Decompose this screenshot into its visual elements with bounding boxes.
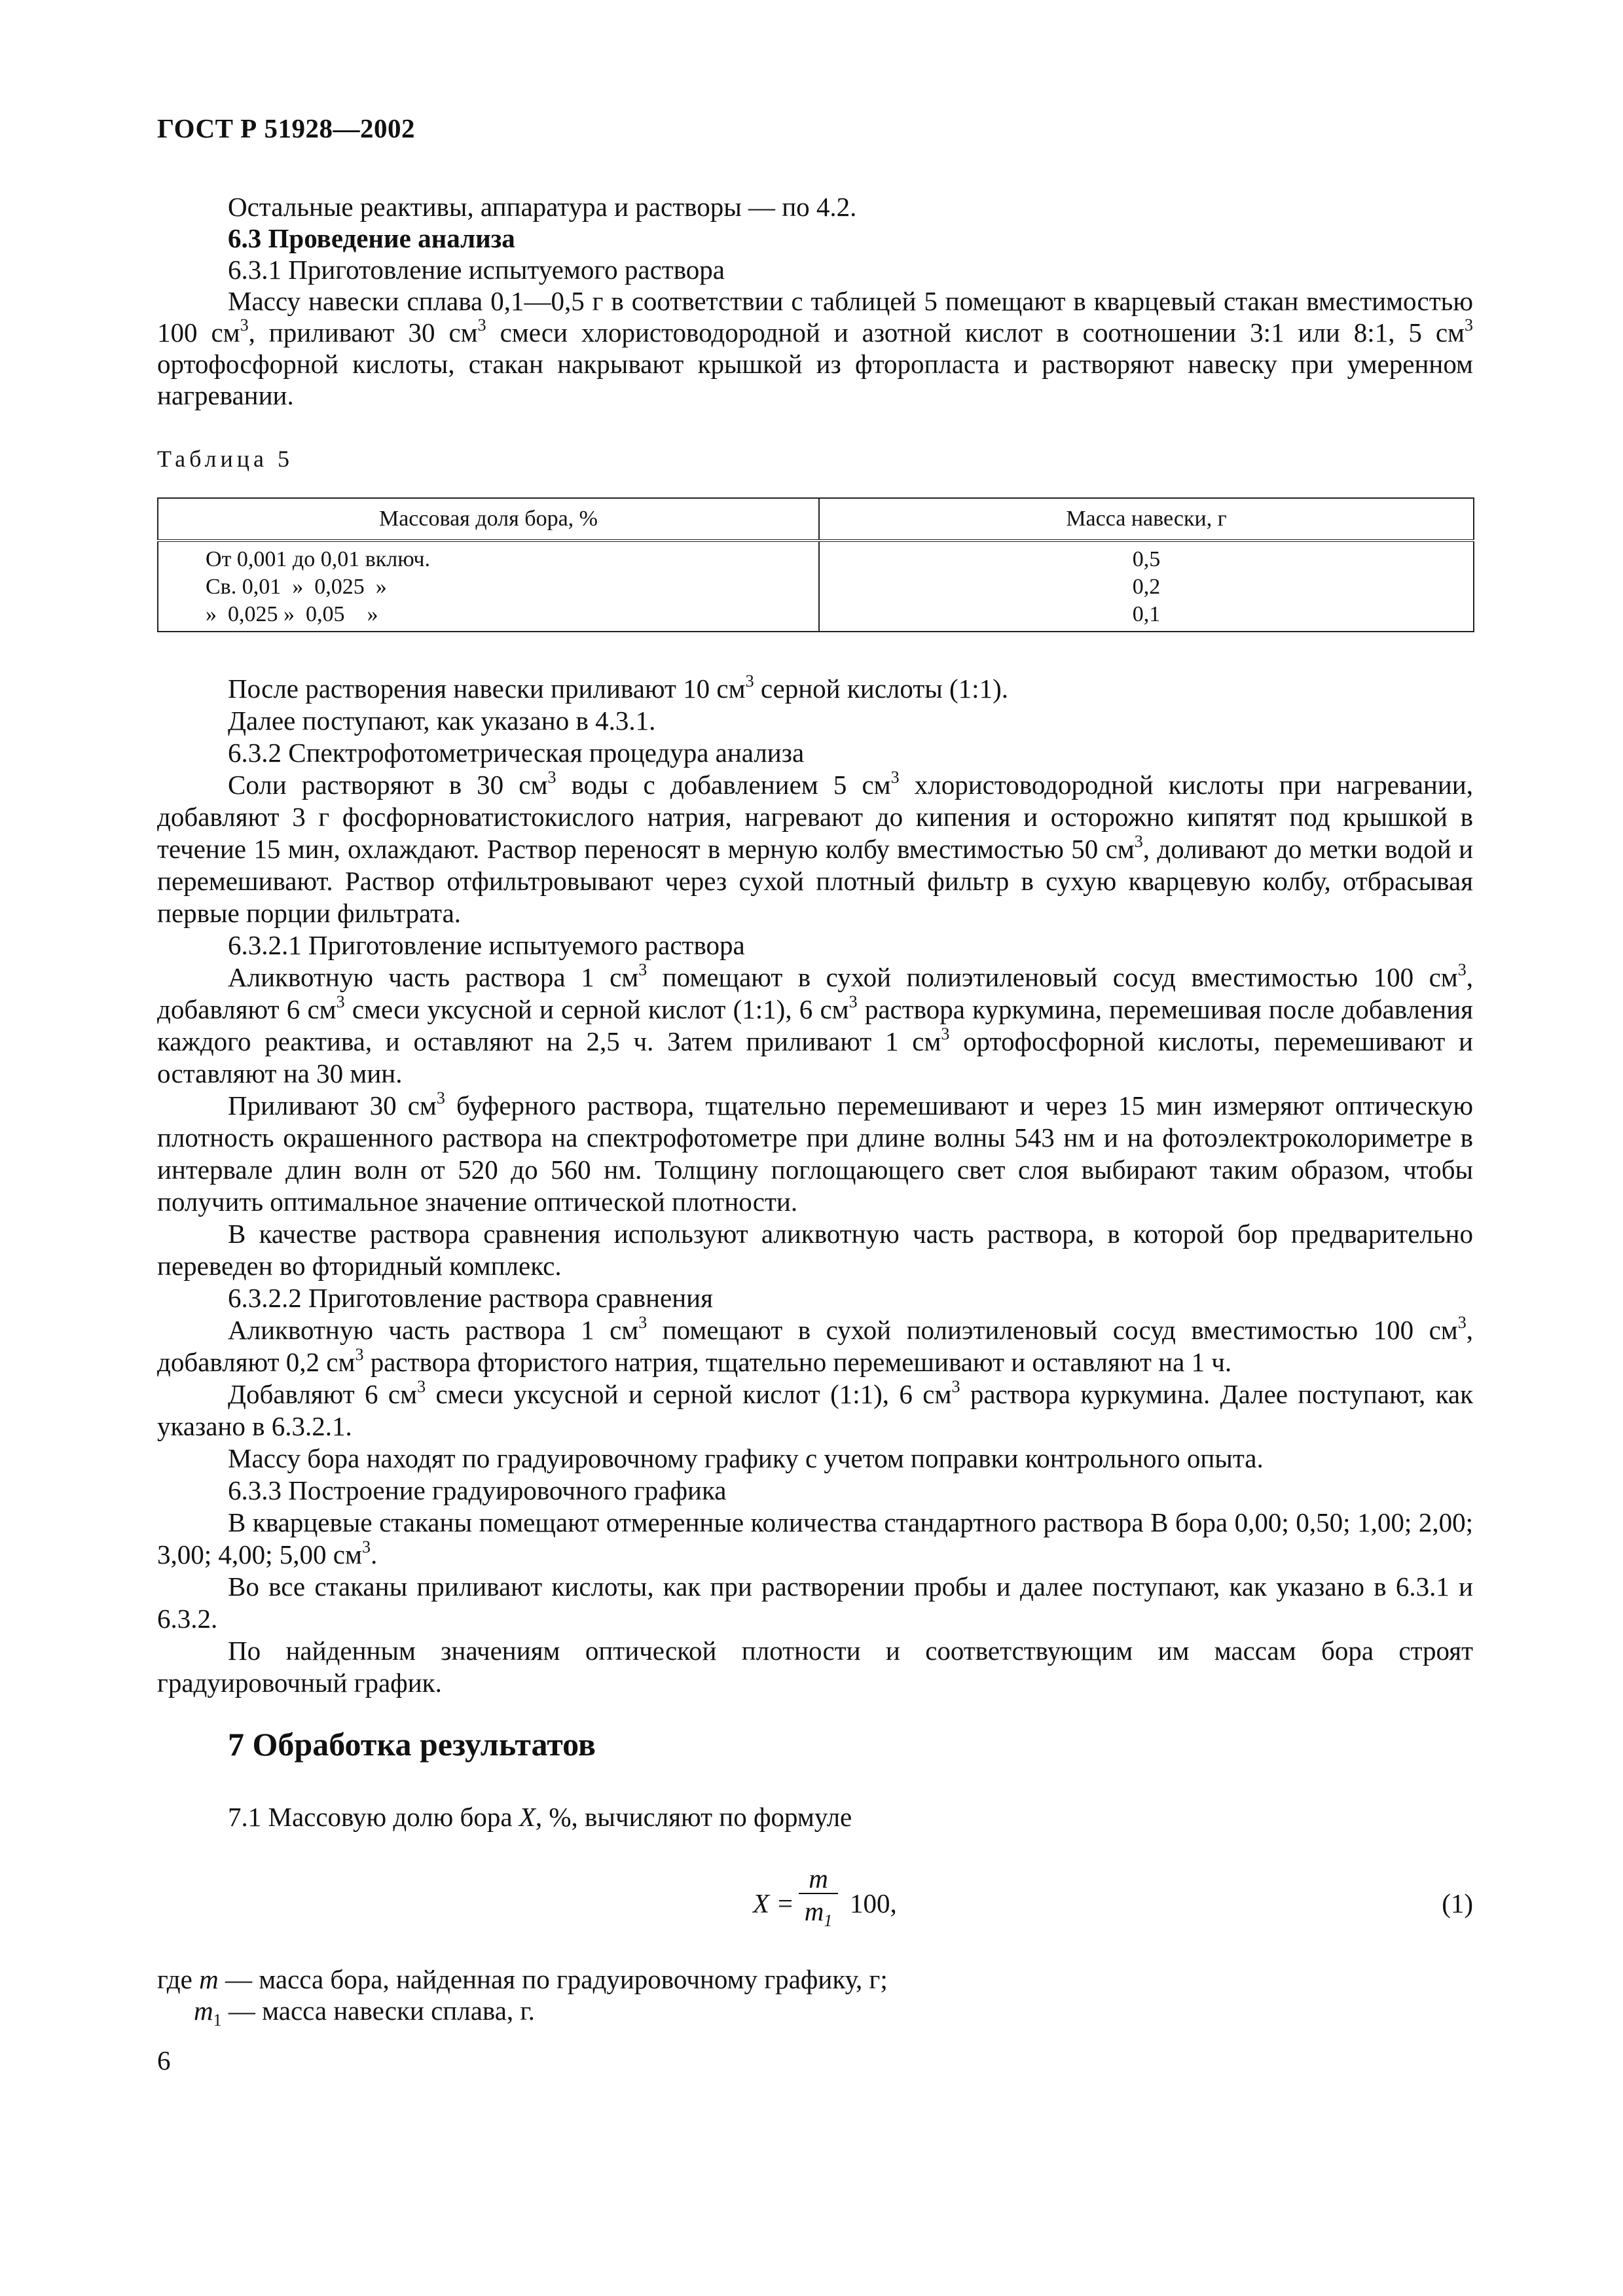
legend-line-m1: $m_1$ — масса навески сплава, г. (194, 1996, 535, 2030)
paragraph: Аликвотную часть раствора 1 $см^3$ помещают в сухой полиэтиленовый сосуд вместимостью 100 $см^3$, добавляют 0,2 $см^3$ раствора фтористого натрия, тщательно перемешивают и оставляют на 1 ч. (157, 1313, 1474, 1377)
paragraph: В качестве раствора сравнения используют аликвотную часть раствора, в которой бор предварительно переведен во фторидный комплекс. (157, 1219, 1473, 1281)
formula-legend (157, 1964, 1473, 2030)
formula-rest: 100, (850, 1888, 897, 1918)
formula-fraction (799, 1863, 838, 1931)
paragraph: Приливают 30 $см^3$ буферного раствора, тщательно перемешивают и через 15 мин измеряют оптическую плотность окрашенного раствора на спектрофотометре при длине волны 543 нм и на фотоэлектроколориметре в интервале длин волн от 520 до 560 нм. Толщину поглощающего свет слоя выбирают таким образом, чтобы получить оптимальное значение оптической плотности. (157, 1088, 1474, 1217)
paragraph: Соли растворяют в 30 $см^3$ воды с добавлением 5 $см^3$ хлористоводородной кислоты при нагревании, добавляют 3 г фосфорноватистокислого натрия, нагревают до кипения и осторожно кипятят под крышкой в течение 15 мин, охлаждают. Раствор переносят в мерную колбу вместимостью 50 $см^3$, доливают до метки водой и перемешивают. Раствор отфильтровывают через сухой плотный фильтр в сухую кварцевую колбу, отбрасывая первые порции фильтрата. (157, 768, 1474, 928)
table-cell: 0,5 (819, 541, 1474, 573)
table-cell: » 0,025 » 0,05 » (158, 601, 819, 632)
table-cell: 0,2 (819, 573, 1474, 601)
table-cell: Св. 0,01 » 0,025 » (158, 573, 819, 601)
formula-1 (753, 1857, 1473, 1943)
sample-dissolution-paragraph: Массу навески сплава 0,1—0,5 г в соответствии с таблицей 5 помещают в кварцевый стакан вместимостью 100 $см^3$, приливают 30 $см^3$ смеси хлористоводородной и азотной кислот в соотношении 3:1 или 8:1, 5 $см^3$ ортофосфорной кислоты, стакан накрывают крышкой из фторопласта и растворяют навеску при умеренном нагревании. (157, 286, 1473, 410)
paragraph: В кварцевые стаканы помещают отмеренные количества стандартного раствора В бора 0,00; 0,50; 1,00; 2,00; 3,00; 4,00; 5,00 $см^3$. (157, 1507, 1473, 1570)
paragraph: Аликвотную часть раствора 1 $см^3$ помещают в сухой полиэтиленовый сосуд вместимостью 100 $см^3$, добавляют 6 $см^3$ смеси уксусной и серной кислот (1:1), 6 $см^3$ раствора куркумина, перемешивая после добавления каждого реактива, и оставляют на 2,5 ч. Затем приливают 1 $см^3$ ортофосфорной кислоты, перемешивают и оставляют на 30 мин. (157, 960, 1474, 1088)
paragraph: Массу бора находят по градуировочному графику с учетом поправки контрольного опыта. (228, 1443, 1264, 1473)
table-caption: Таблица 5 (157, 446, 293, 472)
subsection-6-3-2-1-heading: 6.3.2.1 Приготовление испытуемого раствора (228, 930, 745, 960)
paragraph: Во все стаканы приливают кислоты, как при растворении пробы и далее поступают, как указано в 6.3.1 и 6.3.2. (157, 1571, 1473, 1634)
page-number: 6 (157, 2045, 171, 2075)
paragraph: После растворения навески приливают 10 $см^3$ серной кислоты (1:1). (228, 672, 1008, 704)
equation-number: (1) (1442, 1888, 1473, 1918)
paragraph: Далее поступают, как указано в 4.3.1. (228, 706, 656, 736)
intro-block (157, 191, 1473, 411)
table-row (158, 601, 1474, 632)
table-row (158, 541, 1474, 573)
clause-7-1: 7.1 Массовую долю бора X, %, вычисляют по формуле (228, 1802, 852, 1832)
table-cell: 0,1 (819, 601, 1474, 632)
formula-numerator: m (809, 1863, 828, 1893)
subsection-6-3-3-heading: 6.3.3 Построение градуировочного графика (228, 1475, 727, 1505)
subsection-6-3-2-heading: 6.3.2 Спектрофотометрическая процедура анализа (228, 738, 805, 768)
formula-denominator: $m_1$ (804, 1896, 833, 1931)
table-cell: От 0,001 до 0,01 включ. (158, 541, 819, 573)
paragraph: По найденным значениям оптической плотности и соответствующим им массам бора строят градуировочный график. (157, 1636, 1473, 1698)
table-header-sample-mass: Масса навески, г (819, 498, 1474, 541)
legend-line-m: где m — масса бора, найденная по градуировочному графику, г; (157, 1964, 888, 1994)
subsection-6-3-1-heading: 6.3.1 Приготовление испытуемого раствора (228, 255, 725, 285)
section-6-3-heading: 6.3 Проведение анализа (228, 223, 515, 253)
analysis-procedure-block (157, 673, 1473, 1699)
reagents-paragraph: Остальные реактивы, аппаратура и растворы — по 4.2. (228, 192, 857, 222)
paragraph: Добавляют 6 $см^3$ смеси уксусной и серной кислот (1:1), 6 $см^3$ раствора куркумина. Далее поступают, как указано в 6.3.2.1. (157, 1377, 1474, 1441)
section-7-heading: 7 Обработка результатов (228, 1726, 596, 1763)
document-header: ГОСТ Р 51928—2002 (157, 113, 415, 143)
table-header-row (158, 498, 1474, 541)
table-header-boron-fraction: Массовая доля бора, % (158, 498, 819, 541)
table-5 (157, 497, 1474, 632)
formula-lhs: X = (753, 1888, 794, 1918)
subsection-6-3-2-2-heading: 6.3.2.2 Приготовление раствора сравнения (228, 1283, 713, 1313)
table-row (158, 573, 1474, 601)
